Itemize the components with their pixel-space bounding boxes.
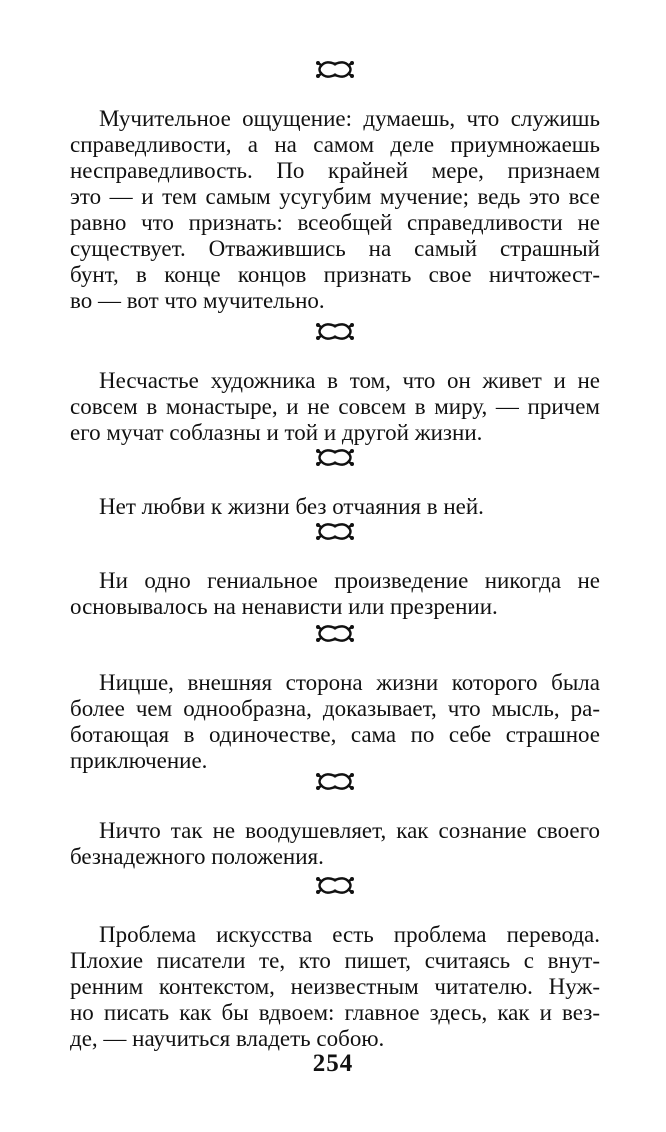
text-line: де, — научиться владеть собою.: [70, 1026, 385, 1051]
text-line: во — вот что мучительно.: [70, 288, 325, 313]
text-line: ботающая в одиночестве, сама по себе страшное: [70, 722, 600, 747]
floral-ornament-icon: [315, 520, 355, 542]
text-line: Несчастье художника в том, что он живет и не: [99, 368, 600, 393]
floral-ornament-icon: [315, 446, 355, 468]
text-line: Нет любви к жизни без отчаяния в ней.: [99, 494, 484, 519]
text-line: приключение.: [70, 748, 208, 773]
aphorism-paragraph: [70, 818, 600, 870]
text-line: это — и тем самым усугубим мучение; ведь это все: [70, 184, 600, 209]
text-line: Плохие писатели те, кто пишет, считаясь с внут-: [70, 948, 600, 973]
text-line: безнадежного положения.: [70, 844, 324, 869]
text-line: Ницше, внешняя сторона жизни которого была: [99, 670, 600, 695]
aphorism-paragraph: [70, 494, 600, 520]
aphorism-paragraph: [70, 368, 600, 446]
text-line: существует. Отважившись на самый страшный: [70, 236, 600, 261]
floral-ornament-icon: [315, 320, 355, 342]
text-line: совсем в монастыре, и не совсем в миру, — причем: [70, 394, 600, 419]
floral-ornament-icon: [315, 58, 355, 80]
text-line: более чем однообразна, доказывает, что мысль, ра-: [70, 696, 600, 721]
aphorism-paragraph: [70, 922, 600, 1052]
page-number: 254: [312, 1050, 354, 1077]
text-line: справедливости, а на самом деле приумножаешь: [70, 132, 600, 157]
text-line: Ничто так не воодушевляет, как сознание своего: [99, 818, 600, 843]
text-line: но писать как бы вдвоем: главное здесь, как и вез-: [70, 1000, 600, 1025]
text-line: Ни одно гениальное произведение никогда не: [99, 568, 600, 593]
aphorism-paragraph: [70, 670, 600, 774]
floral-ornament-icon: [315, 770, 355, 792]
text-line: ренним контекстом, неизвестным читателю. Нуж-: [70, 974, 600, 999]
floral-ornament-icon: [315, 874, 355, 896]
text-line: основывалось на ненависти или презрении.: [70, 594, 498, 619]
text-line: Проблема искусства есть проблема перевода.: [99, 922, 600, 947]
text-line: несправедливость. По крайней мере, признаем: [70, 158, 600, 183]
floral-ornament-icon: [315, 622, 355, 644]
aphorism-paragraph: [70, 106, 600, 314]
text-line: бунт, в конце концов признать свое ничтожест-: [70, 262, 600, 287]
aphorism-paragraph: [70, 568, 600, 620]
text-line: Мучительное ощущение: думаешь, что служишь: [99, 106, 600, 131]
text-line: равно что признать: всеобщей справедливости не: [70, 210, 600, 235]
text-line: его мучат соблазны и той и другой жизни.: [70, 420, 483, 445]
